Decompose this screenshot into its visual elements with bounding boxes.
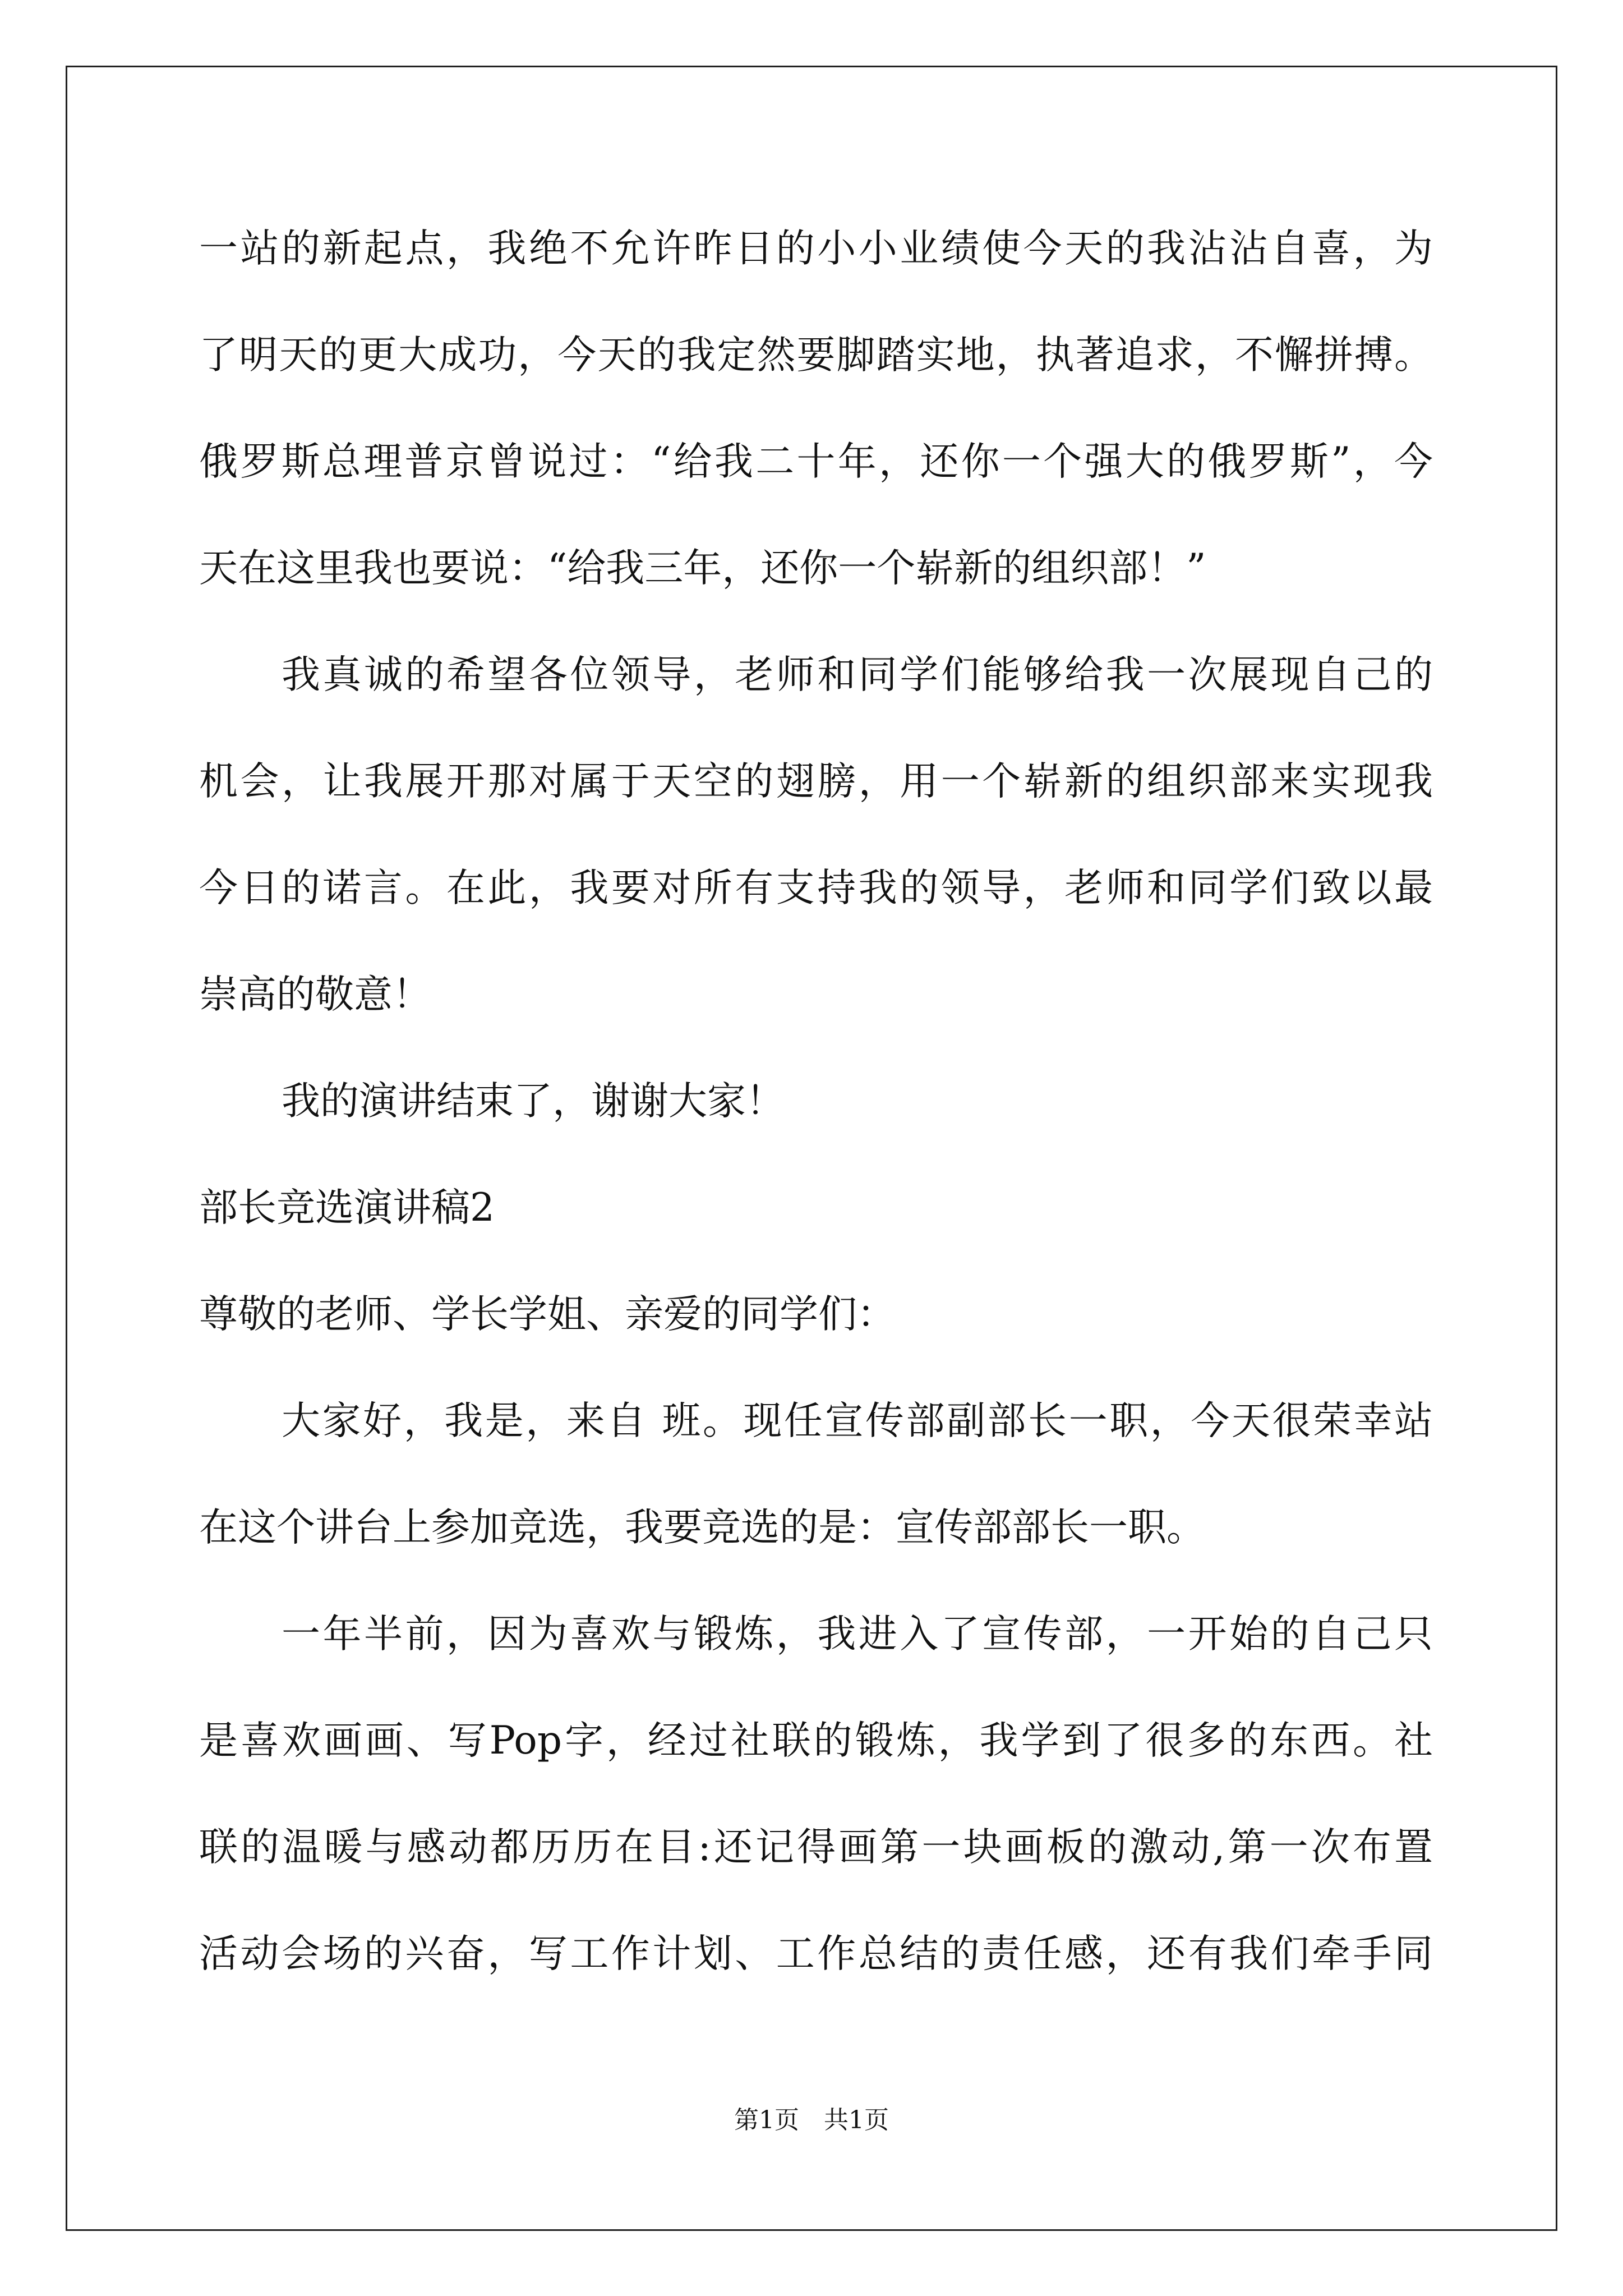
paragraph-line: 联的温暖与感动都历历在目:还记得画第一块画板的激动,第一次布置	[199, 1825, 1433, 1870]
paragraph-line: 一站的新起点，我绝不允许昨日的小小业绩使今天的我沾沾自喜，为	[199, 226, 1433, 271]
section-heading: 部长竞选演讲稿2	[199, 1185, 495, 1230]
page-number: 第1页	[734, 2106, 799, 2134]
page-total: 共1页	[824, 2106, 889, 2134]
paragraph-line: 是喜欢画画、写Pop字，经过社联的锻炼，我学到了很多的东西。社	[199, 1718, 1433, 1763]
paragraph-line: 我的演讲结束了，谢谢大家！	[282, 1079, 785, 1124]
page-footer	[0, 2105, 1623, 2136]
paragraph-line: 崇高的敬意！	[199, 972, 431, 1017]
paragraph-line: 一年半前，因为喜欢与锻炼，我进入了宣传部，一开始的自己只	[282, 1612, 1433, 1657]
page-border	[66, 66, 1557, 2231]
paragraph-line: 今日的诺言。在此，我要对所有支持我的领导，老师和同学们致以最	[199, 866, 1433, 910]
paragraph-line: 我真诚的希望各位领导，老师和同学们能够给我一次展现自己的	[282, 652, 1433, 697]
salutation-line: 尊敬的老师、学长学姐、亲爱的同学们：	[199, 1292, 896, 1337]
paragraph-line: 大家好，我是，来自 班。现任宣传部副部长一职，今天很荣幸站	[282, 1398, 1433, 1443]
paragraph-line: 了明天的更大成功，今天的我定然要脚踏实地，执著追求，不懈拼搏。	[199, 333, 1433, 378]
paragraph-line: 俄罗斯总理普京曾说过：“给我二十年，还你一个强大的俄罗斯”，今	[199, 439, 1433, 484]
paragraph-line: 天在这里我也要说：“给我三年，还你一个崭新的组织部！”	[199, 546, 1206, 591]
paragraph-line: 机会，让我展开那对属于天空的翅膀，用一个崭新的组织部来实现我	[199, 759, 1433, 804]
paragraph-line: 活动会场的兴奋，写工作计划、工作总结的责任感，还有我们牵手同	[199, 1931, 1433, 1976]
paragraph-line: 在这个讲台上参加竞选，我要竞选的是：宣传部部长一职。	[199, 1505, 1205, 1550]
